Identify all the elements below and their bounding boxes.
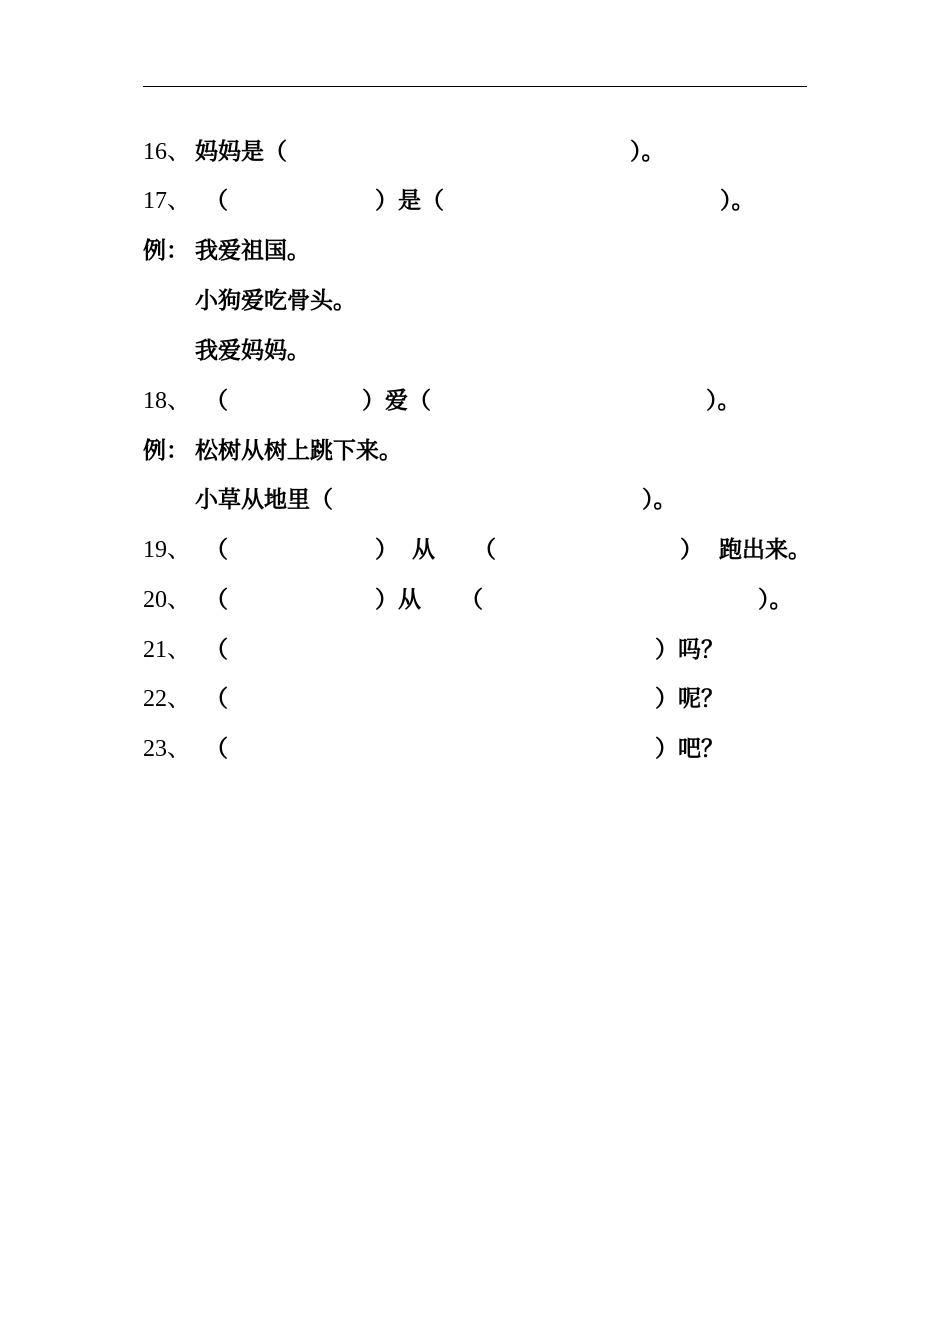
question-21-open: （: [205, 636, 228, 663]
question-19-from: 从: [412, 536, 435, 563]
question-number-18: 18、: [143, 388, 191, 414]
question-number-22: 22、: [143, 686, 191, 712]
question-19-open: （: [205, 536, 228, 563]
question-21-close: ）吗？: [655, 636, 724, 663]
example-1-line-2: 小狗爱吃骨头。: [195, 287, 356, 314]
example-label: 例：: [143, 437, 189, 464]
example-2-line-2-close: ）。: [642, 486, 677, 513]
question-22-close: ）呢？: [655, 685, 724, 712]
question-16-close: ）。: [630, 138, 665, 165]
example-1-line-3: 我爱妈妈。: [195, 337, 310, 364]
question-20-open-2: （: [460, 586, 483, 613]
question-number-17: 17、: [143, 188, 191, 214]
question-23-close: ）吧？: [655, 735, 724, 762]
question-17-close: ）。: [720, 187, 755, 214]
question-20-mid: ）从: [375, 586, 421, 613]
question-number-23: 23、: [143, 736, 191, 762]
question-22-open: （: [205, 685, 228, 712]
question-18-mid: ）爱（: [362, 387, 431, 414]
example-2-line-2: 小草从地里（: [195, 486, 333, 513]
question-18-open: （: [205, 387, 228, 414]
question-number-20: 20、: [143, 587, 191, 613]
example-label: 例：: [143, 237, 189, 264]
question-19-close-2: ）: [680, 536, 703, 563]
example-1-line-1: 我爱祖国。: [195, 237, 310, 264]
question-number-21: 21、: [143, 637, 191, 663]
question-number-19: 19、: [143, 537, 191, 563]
question-19-end: 跑出来。: [719, 536, 811, 563]
header-rule: [143, 86, 807, 87]
question-23-open: （: [205, 735, 228, 762]
question-16-text: 妈妈是（: [195, 138, 287, 165]
question-19-close-1: ）: [375, 536, 398, 563]
example-2-line-1: 松树从树上跳下来。: [195, 437, 402, 464]
question-20-close: ）。: [758, 586, 793, 613]
question-number-16: 16、: [143, 139, 191, 165]
question-20-open: （: [205, 586, 228, 613]
question-19-open-2: （: [473, 536, 496, 563]
question-17-mid: ）是（: [375, 187, 444, 214]
question-17-open: （: [205, 187, 228, 214]
question-18-close: ）。: [706, 387, 741, 414]
